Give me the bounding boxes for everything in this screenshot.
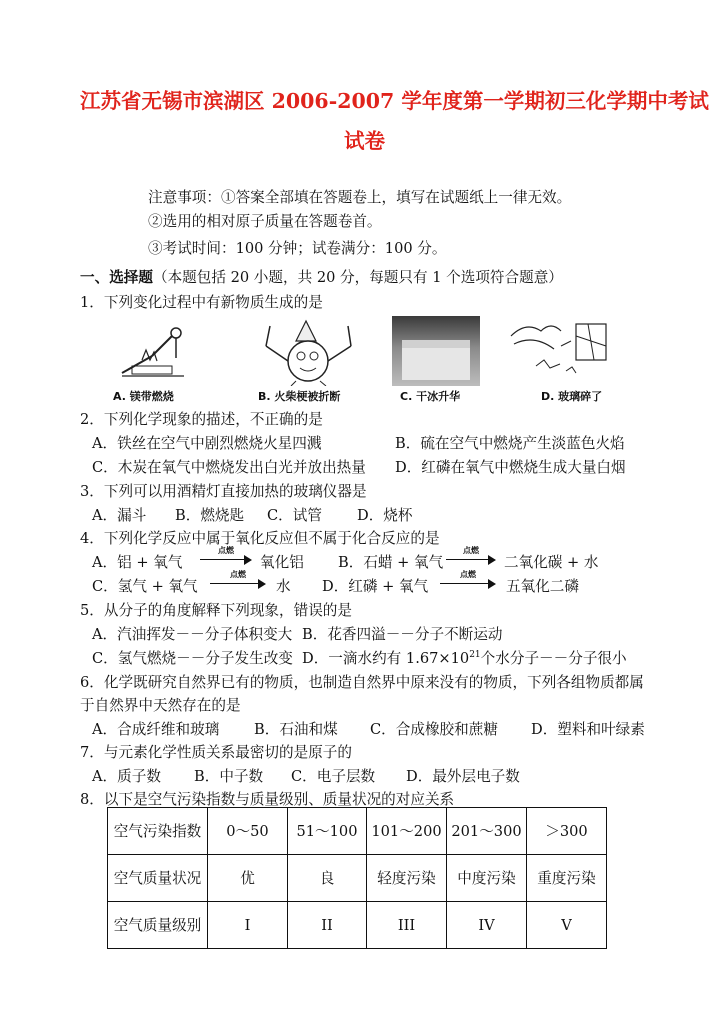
q5-option-b: B．花香四溢－－分子不断运动: [302, 626, 503, 643]
q5-d-prefix: D．一滴水约有 1.67×10: [302, 650, 470, 667]
q5-d-suffix: 个水分子－－分子很小: [480, 650, 627, 667]
table-cell: IV: [447, 902, 527, 949]
q2-option-d: D．红磷在氧气中燃烧生成大量白烟: [395, 459, 626, 476]
table-cell: 201～300: [447, 808, 527, 855]
table-cell: 空气污染指数: [108, 808, 208, 855]
q4-option-b-reactants: B．石蜡 + 氧气: [338, 554, 444, 571]
q7-stem: 7．与元素化学性质关系最密切的是原子的: [80, 744, 352, 761]
note-line-1: 注意事项：①答案全部填在答题卷上，填写在试题纸上一律无效。: [148, 189, 572, 206]
q3-option-a: A．漏斗: [92, 507, 147, 524]
q4-a-arrow: [200, 546, 252, 565]
q1-caption-a: A. 镁带燃烧: [113, 390, 174, 403]
q7-option-c: C．电子层数: [291, 768, 376, 785]
q6-stem-line2: 于自然界中天然存在的是: [80, 697, 241, 714]
q4-d-condition: 点燃: [460, 570, 476, 579]
table-cell: 良: [288, 855, 367, 902]
q4-stem: 4．下列化学反应中属于氧化反应但不属于化合反应的是: [80, 530, 440, 547]
table-cell: ＞300: [527, 808, 607, 855]
q4-b-arrow: [446, 546, 496, 565]
table-cell: 重度污染: [527, 855, 607, 902]
q4-option-c-reactants: C．氢气 + 氧气: [92, 578, 198, 595]
q1-caption-d: D. 玻璃碎了: [541, 390, 603, 403]
table-cell: 轻度污染: [367, 855, 447, 902]
table-row: [108, 902, 607, 949]
q4-option-c-product: 水: [276, 578, 291, 595]
exam-title-line2: 试卷: [344, 129, 385, 153]
q5-option-c: C．氢气燃烧－－分子发生改变: [92, 650, 293, 667]
q4-d-arrow: [440, 570, 496, 589]
glass-broken-image: [506, 316, 616, 386]
q2-option-c: C．木炭在氧气中燃烧发出白光并放出热量: [92, 459, 366, 476]
q3-option-b: B．燃烧匙: [175, 507, 245, 524]
table-cell: V: [527, 902, 607, 949]
table-cell: 51～100: [288, 808, 367, 855]
magnesium-burning-image: [112, 318, 198, 382]
air-quality-table: [107, 807, 607, 949]
note-line-3: ③考试时间：100 分钟；试卷满分：100 分。: [148, 240, 447, 257]
match-broken-image: [256, 316, 366, 386]
table-cell: 101～200: [367, 808, 447, 855]
q2-option-b: B．硫在空气中燃烧产生淡蓝色火焰: [395, 435, 625, 452]
q7-option-b: B．中子数: [194, 768, 264, 785]
section-title: 一、选择题: [80, 269, 153, 286]
exam-title-line1: 江苏省无锡市滨湖区 2006-2007 学年度第一学期初三化学期中考试: [80, 89, 709, 113]
q1-caption-b: B. 火柴梗被折断: [258, 390, 341, 403]
q5-option-a: A．汽油挥发－－分子体积变大: [92, 626, 293, 643]
q3-option-c: C．试管: [267, 507, 322, 524]
dry-ice-sublimation-image: [392, 316, 480, 386]
q6-option-d: D．塑料和叶绿素: [531, 721, 645, 738]
q4-c-condition: 点燃: [230, 570, 246, 579]
table-cell: 优: [208, 855, 288, 902]
q4-option-a-reactants: A．铝 + 氧气: [92, 554, 183, 571]
table-row: [108, 808, 607, 855]
q1-caption-c: C. 干冰升华: [400, 390, 461, 403]
table-cell: II: [288, 902, 367, 949]
table-row: [108, 855, 607, 902]
q6-option-b: B．石油和煤: [254, 721, 338, 738]
section-desc: （本题包括 20 小题，共 20 分，每题只有 1 个选项符合题意）: [152, 269, 563, 286]
q4-option-d-product: 五氧化二磷: [506, 578, 579, 595]
q7-option-a: A．质子数: [92, 768, 161, 785]
section-heading: [80, 266, 563, 287]
q4-c-arrow: [210, 570, 266, 589]
q2-stem: 2．下列化学现象的描述，不正确的是: [80, 411, 323, 428]
table-cell: I: [208, 902, 288, 949]
q4-option-b-product: 二氧化碳 + 水: [504, 554, 599, 571]
q5-stem: 5．从分子的角度解释下列现象，错误的是: [80, 602, 352, 619]
q7-option-d: D．最外层电子数: [406, 768, 520, 785]
table-cell: 0～50: [208, 808, 288, 855]
q6-option-c: C．合成橡胶和蔗糖: [370, 721, 498, 738]
q4-option-d-reactants: D．红磷 + 氧气: [322, 578, 429, 595]
q4-a-condition: 点燃: [218, 546, 234, 555]
q6-stem-line1: 6．化学既研究自然界已有的物质，也制造自然界中原来没有的物质，下列各组物质都属: [80, 674, 644, 691]
table-cell: III: [367, 902, 447, 949]
q4-option-a-product: 氧化铝: [260, 554, 304, 571]
q5-option-d: [302, 647, 627, 668]
q2-option-a: A．铁丝在空气中剧烈燃烧火星四溅: [92, 435, 322, 452]
q8-stem: 8．以下是空气污染指数与质量级别、质量状况的对应关系: [80, 791, 455, 808]
table-cell: 空气质量状况: [108, 855, 208, 902]
q1-stem: 1．下列变化过程中有新物质生成的是: [80, 294, 323, 311]
q3-stem: 3．下列可以用酒精灯直接加热的玻璃仪器是: [80, 483, 367, 500]
q3-option-d: D．烧杯: [357, 507, 413, 524]
table-cell: 空气质量级别: [108, 902, 208, 949]
q6-option-a: A．合成纤维和玻璃: [92, 721, 220, 738]
q5-d-exponent: 21: [469, 650, 481, 661]
table-cell: 中度污染: [447, 855, 527, 902]
note-line-2: ②选用的相对原子质量在答题卷首。: [148, 213, 382, 230]
q4-b-condition: 点燃: [463, 546, 479, 555]
